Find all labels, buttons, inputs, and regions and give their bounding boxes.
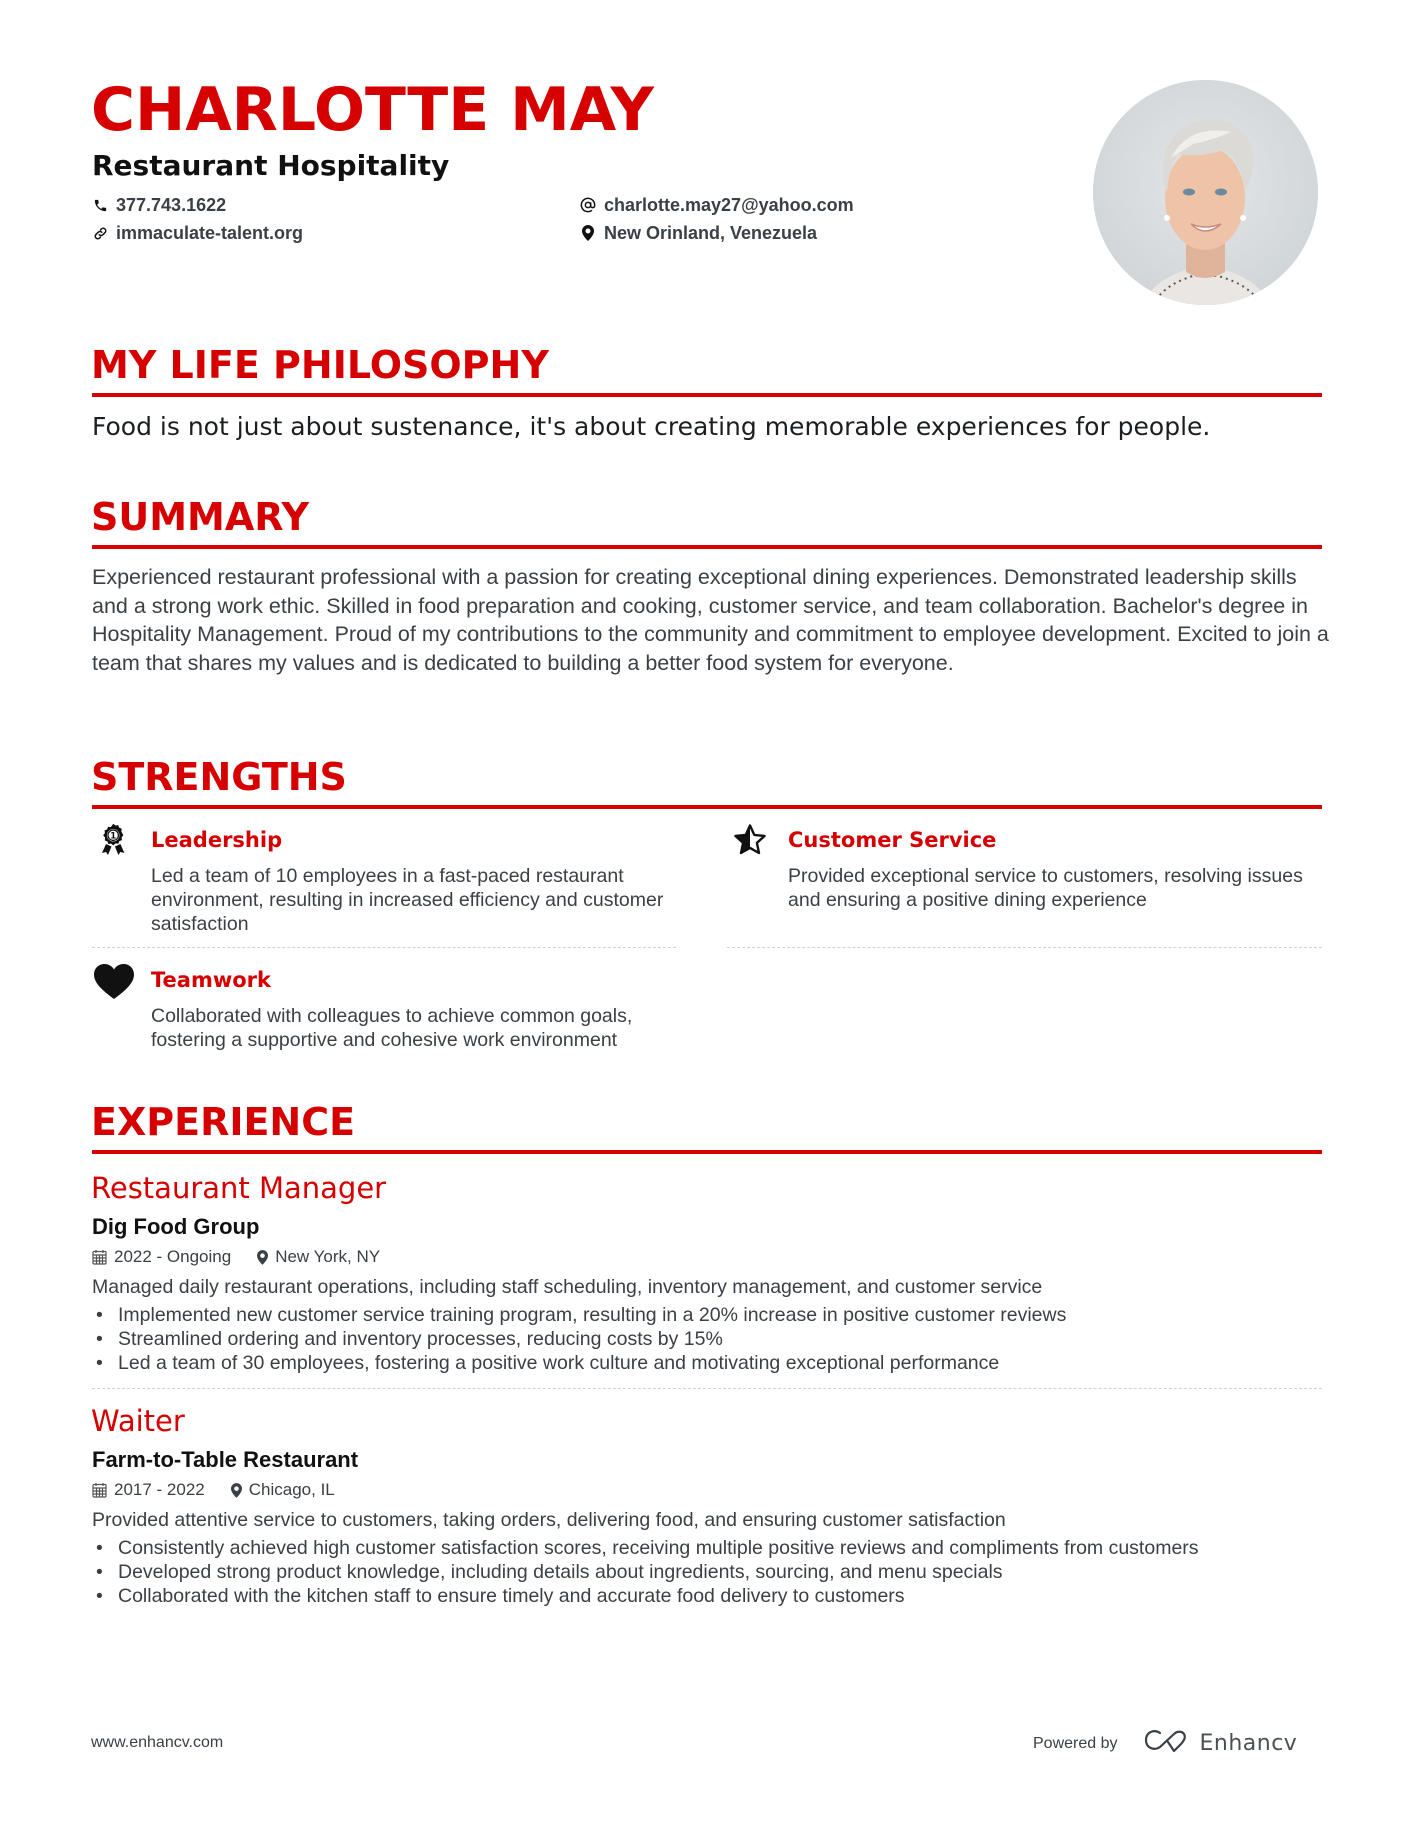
section-title-philosophy: MY LIFE PHILOSOPHY xyxy=(91,343,549,387)
job-bullets xyxy=(92,1303,1066,1375)
strength-title: Teamwork xyxy=(151,968,271,992)
job-title: Waiter xyxy=(91,1404,185,1438)
phone-icon xyxy=(92,196,108,214)
job-dates: 2022 - Ongoing xyxy=(114,1247,232,1266)
summary-text: Experienced restaurant professional with a passion for creating exceptional dining experiences. Demonstrated leadership skills and a strong work ethic. Skilled in food preparation and cooking, customer service, and team collaboration. Bachelor's degree in Hospitality Management. Proud of my contributions to the community and commitment to employee development. Excited to join a team that shares my values and is dedicated to building a better food system for everyone. xyxy=(92,565,1329,675)
phone-value[interactable]: 377.743.1622 xyxy=(116,195,227,215)
job-dates: 2017 - 2022 xyxy=(114,1480,205,1499)
map-pin-icon xyxy=(580,224,596,242)
strength-divider xyxy=(727,947,1322,948)
section-divider xyxy=(92,805,1322,809)
job-location: New York, NY xyxy=(275,1247,381,1266)
job-title: Restaurant Manager xyxy=(91,1171,387,1205)
profile-photo xyxy=(1093,80,1318,305)
job-bullet: • Led a team of 30 employees, fostering a positive work culture and motivating exceptional performance xyxy=(92,1351,1066,1375)
enhancv-brand: Enhancv xyxy=(1199,1731,1298,1756)
job-bullet: • Streamlined ordering and inventory processes, reducing costs by 15% xyxy=(92,1327,1066,1351)
svg-text:1: 1 xyxy=(110,831,117,842)
job-bullet: • Implemented new customer service training program, resulting in a 20% increase in positive customer reviews xyxy=(92,1303,1066,1327)
strength-description: Collaborated with colleagues to achieve common goals, fostering a supportive and cohesive work environment xyxy=(151,1005,633,1051)
contact-email xyxy=(580,193,854,217)
section-divider xyxy=(92,1150,1322,1154)
job-description: Managed daily restaurant operations, including staff scheduling, inventory management, and customer service xyxy=(92,1276,1043,1298)
strength-title: Leadership xyxy=(151,828,283,852)
enhancv-logo-icon xyxy=(1144,1728,1190,1759)
location-value: New Orinland, Venezuela xyxy=(604,223,818,243)
section-divider xyxy=(92,545,1322,549)
section-divider xyxy=(92,393,1322,397)
job-bullet: • Consistently achieved high customer satisfaction scores, receiving multiple positive reviews and compliments from customers xyxy=(92,1536,1199,1560)
candidate-name: CHARLOTTE MAY xyxy=(91,75,654,145)
footer-website-link[interactable]: www.enhancv.com xyxy=(91,1734,224,1751)
job-divider xyxy=(92,1388,1322,1389)
email-link[interactable]: charlotte.may27@yahoo.com xyxy=(604,195,854,215)
company-name: Dig Food Group xyxy=(92,1214,260,1239)
section-title-strengths: STRENGTHS xyxy=(91,755,347,799)
strength-description: Provided exceptional service to customers, resolving issues and ensuring a positive dining experience xyxy=(788,865,1303,911)
contact-location xyxy=(580,221,817,245)
strength-description: Led a team of 10 employees in a fast-paced restaurant environment, resulting in increased efficiency and customer satisfaction xyxy=(151,865,664,935)
powered-by[interactable] xyxy=(1033,1728,1297,1759)
philosophy-text: Food is not just about sustenance, it's about creating memorable experiences for people. xyxy=(92,412,1211,441)
contact-phone xyxy=(92,193,226,217)
map-pin-icon xyxy=(257,1250,268,1265)
job-description: Provided attentive service to customers, taking orders, delivering food, and ensuring customer satisfaction xyxy=(92,1509,1006,1531)
heart-icon xyxy=(94,964,134,1005)
section-title-experience: EXPERIENCE xyxy=(91,1100,356,1144)
strength-title: Customer Service xyxy=(788,828,997,852)
job-bullets xyxy=(92,1536,1199,1608)
section-title-summary: SUMMARY xyxy=(91,495,309,539)
at-icon xyxy=(580,196,596,214)
job-bullet: • Developed strong product knowledge, including details about ingredients, sourcing, and menu specials xyxy=(92,1560,1199,1584)
map-pin-icon xyxy=(231,1483,242,1498)
calendar-icon xyxy=(92,1482,107,1498)
candidate-title: Restaurant Hospitality xyxy=(92,149,450,182)
job-bullet: • Collaborated with the kitchen staff to ensure timely and accurate food delivery to customers xyxy=(92,1584,1199,1608)
job-meta xyxy=(92,1479,335,1501)
company-name: Farm-to-Table Restaurant xyxy=(92,1447,359,1472)
link-icon xyxy=(92,224,108,242)
star-half-icon xyxy=(733,823,767,862)
award-ribbon-icon xyxy=(96,823,130,862)
contact-website xyxy=(92,221,303,245)
powered-by-label: Powered by xyxy=(1033,1734,1118,1752)
job-meta xyxy=(92,1246,380,1268)
job-location: Chicago, IL xyxy=(248,1480,335,1499)
strength-divider xyxy=(92,947,676,948)
calendar-icon xyxy=(92,1249,107,1265)
website-link[interactable]: immaculate-talent.org xyxy=(116,223,304,243)
